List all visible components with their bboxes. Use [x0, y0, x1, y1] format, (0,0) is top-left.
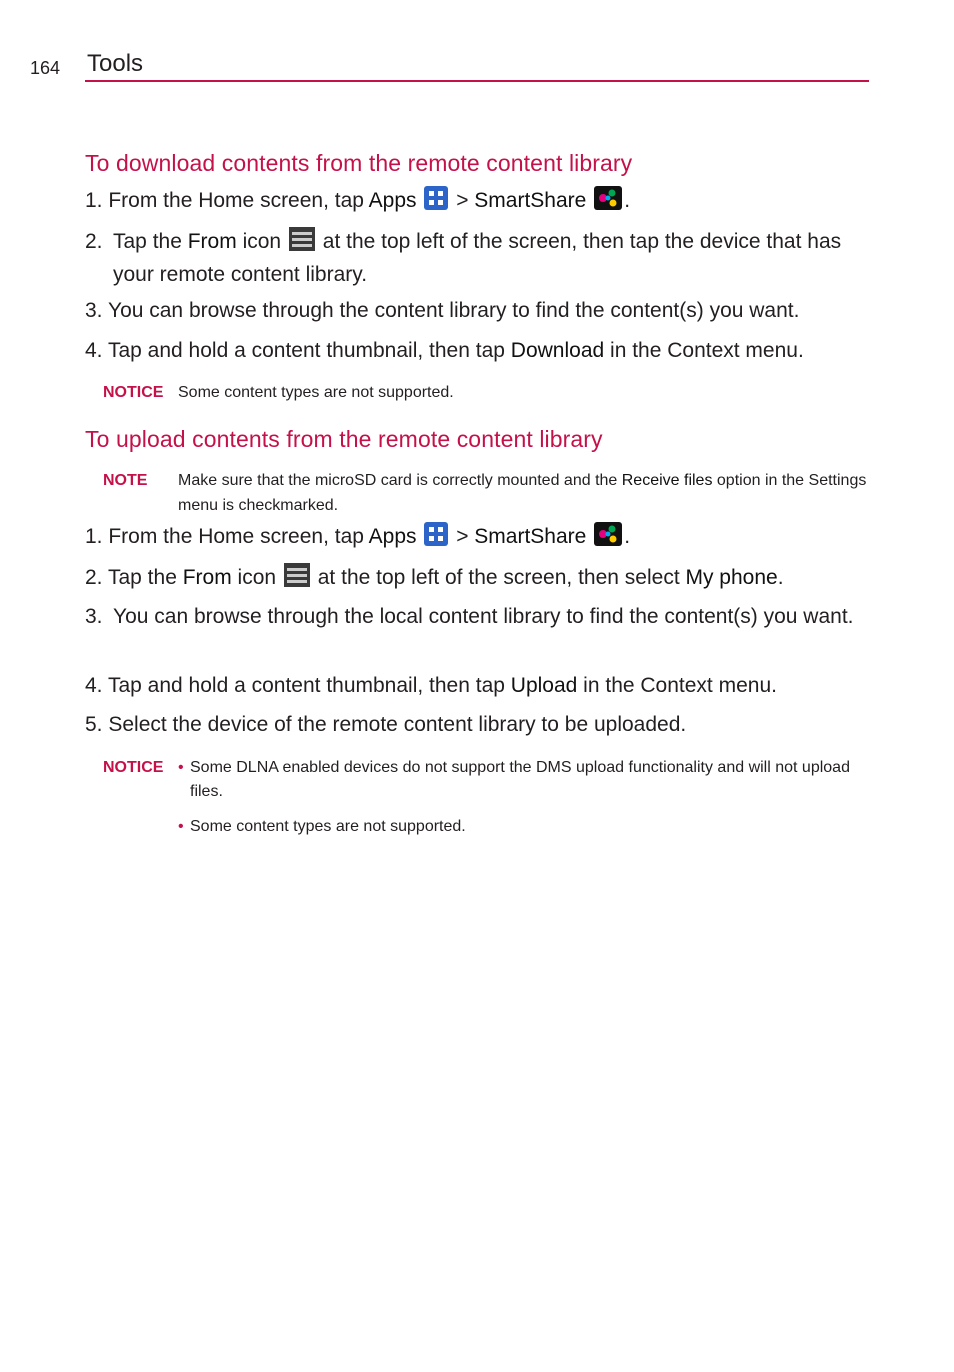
step-text: at the top left of the screen, then tap the device that has your remote content library.	[113, 230, 842, 286]
my-phone-label: My phone	[685, 566, 778, 589]
apps-label: Apps	[368, 525, 417, 548]
step-number: 4.	[85, 339, 103, 362]
upload-step-1	[85, 522, 875, 555]
step-text: .	[777, 566, 784, 589]
step-number: 3.	[85, 605, 103, 628]
upload-step-2	[85, 563, 875, 596]
step-text: You can browse through the content library to find the content(s) you want.	[107, 299, 800, 322]
from-label: From	[182, 566, 232, 589]
step-text: Tap the	[113, 230, 188, 253]
step-text: icon	[231, 566, 282, 589]
download-step-3	[85, 296, 875, 326]
step-number: 2.	[85, 566, 103, 589]
step-text: You can browse through the local content library to find the content(s) you want.	[113, 605, 854, 628]
download-step-2	[85, 227, 875, 290]
page-number: 164	[30, 58, 61, 78]
header-rule	[85, 80, 869, 82]
apps-grid-icon	[424, 522, 448, 555]
smartshare-icon	[594, 186, 622, 219]
bullet-icon: •	[178, 759, 184, 776]
upload-label: Upload	[510, 674, 578, 697]
step-text: in the Context menu.	[604, 339, 804, 362]
notice-text: Some content types are not supported.	[178, 384, 454, 401]
note-text: option in the Settings menu is checkmarked.	[178, 472, 867, 514]
step-text: From the Home screen, tap	[108, 525, 369, 548]
smartshare-icon	[594, 522, 622, 555]
step-text: .	[624, 189, 631, 212]
step-number: 1.	[85, 525, 103, 548]
receive-files-label: Receive files	[621, 472, 713, 489]
step-number: 2.	[85, 230, 103, 253]
notice-label: NOTICE	[103, 384, 164, 401]
bullet-text: Some content types are not supported.	[190, 818, 466, 835]
apps-label: Apps	[368, 189, 417, 212]
note-text: Make sure that the microSD card is correctly mounted and the	[178, 472, 622, 489]
apps-grid-icon	[424, 186, 448, 219]
step-text: .	[624, 525, 631, 548]
bullet-icon: •	[178, 818, 184, 835]
step-text: Tap and hold a content thumbnail, then tap	[107, 339, 511, 362]
step-text: >	[450, 189, 475, 212]
step-text: Tap and hold a content thumbnail, then tap	[107, 674, 511, 697]
notice-bullet-item	[178, 815, 873, 839]
from-list-icon	[289, 227, 315, 260]
notice-label: NOTICE	[103, 759, 164, 776]
step-number: 3.	[85, 299, 103, 322]
download-heading: To download contents from the remote content library	[85, 150, 633, 176]
step-number: 1.	[85, 189, 103, 212]
download-label: Download	[510, 339, 605, 362]
upload-note	[103, 468, 873, 518]
step-text: >	[450, 525, 475, 548]
download-step-1	[85, 186, 875, 219]
step-text: From the Home screen, tap	[108, 189, 369, 212]
step-text: Tap the	[107, 566, 183, 589]
step-text: at the top left of the screen, then select	[311, 566, 686, 589]
step-number: 5.	[85, 713, 103, 736]
step-text: Select the device of the remote content library to be uploaded.	[108, 713, 687, 736]
page-header-title: Tools	[87, 50, 144, 77]
step-number: 4.	[85, 674, 103, 697]
upload-heading: To upload contents from the remote content library	[85, 426, 603, 452]
download-notice	[103, 380, 873, 405]
step-text: in the Context menu.	[577, 674, 777, 697]
from-list-icon	[284, 563, 310, 596]
smartshare-label: SmartShare	[474, 189, 587, 212]
from-label: From	[187, 230, 237, 253]
note-label: NOTE	[103, 472, 148, 489]
bullet-text: Some DLNA enabled devices do not support the DMS upload functionality and will not upload files.	[190, 759, 850, 800]
upload-step-5	[85, 710, 875, 740]
smartshare-label: SmartShare	[474, 525, 587, 548]
download-step-4	[85, 336, 875, 366]
upload-step-4	[85, 671, 875, 701]
step-text: icon	[236, 230, 287, 253]
upload-step-3	[85, 602, 875, 632]
notice-bullet-item	[178, 756, 873, 804]
